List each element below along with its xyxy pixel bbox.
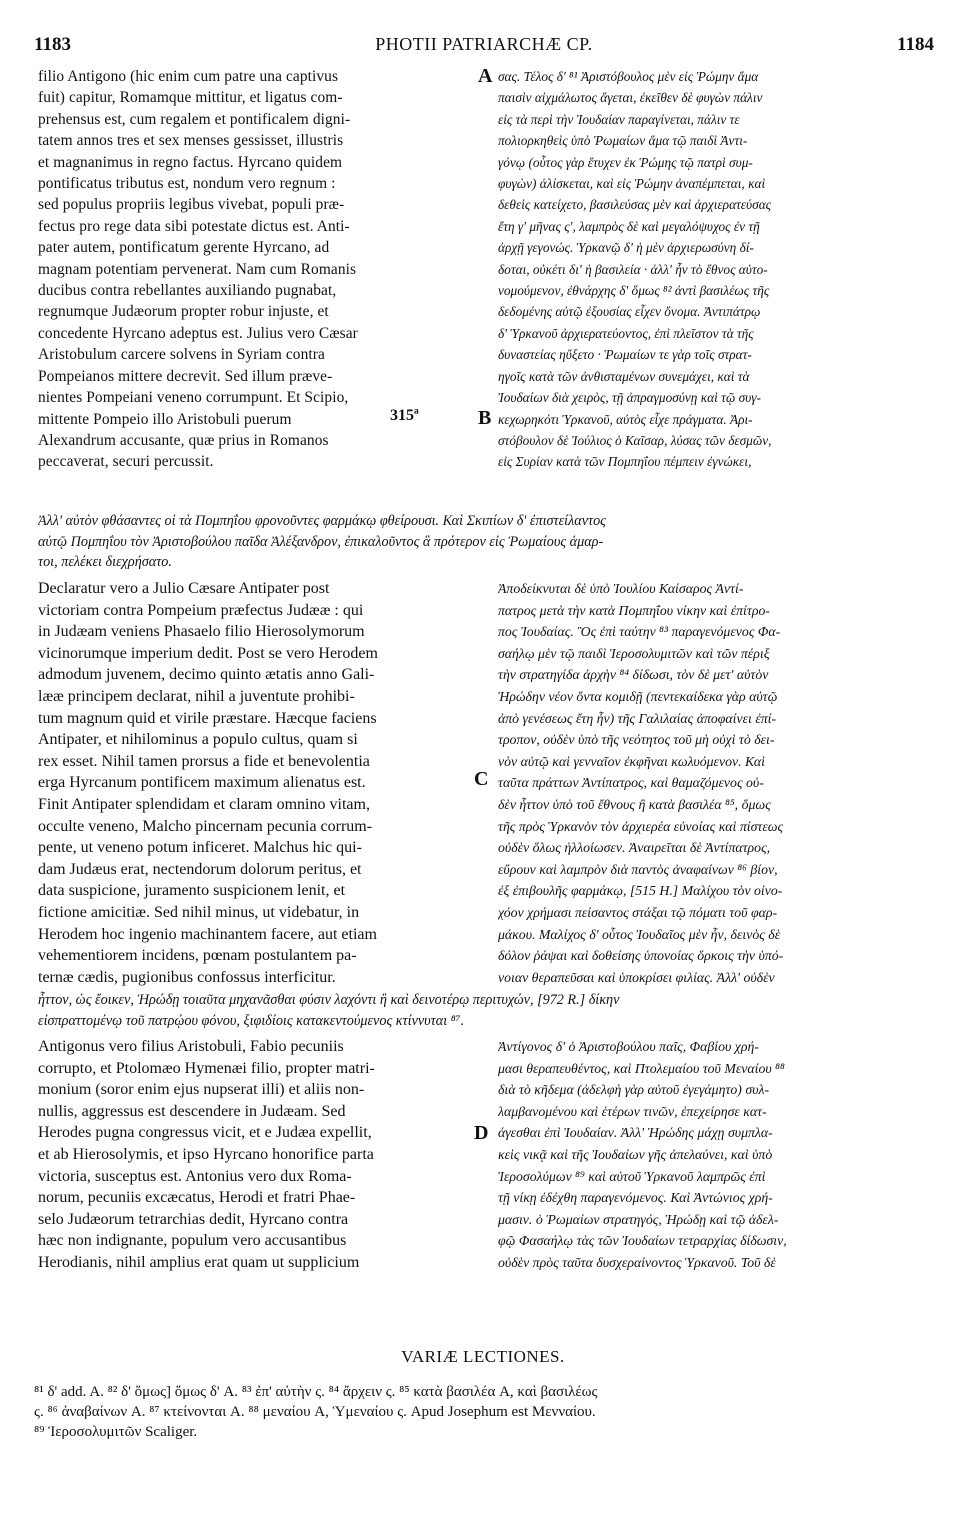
text-line: σαήλῳ μὲν τῷ παιδὶ Ἱεροσολυμιτῶν καὶ τῶν πέριξ <box>498 645 770 661</box>
text-line: admodum juvenem, decimo quinto ætatis anno Gali- <box>38 666 375 684</box>
text-line: vehementiorem incidens, pœnam postulantem pa- <box>38 947 357 965</box>
page-header <box>34 34 934 60</box>
text-line: ηγοῖς κατὰ τῶν ἀνθισταμένων συνεμάχει, καὶ τὰ <box>498 368 750 384</box>
text-line: pontificatus tributus est, nondum vero regnum : <box>38 175 336 193</box>
text-line: τοι, πελέκει διεχρήσατο. <box>38 554 172 571</box>
text-line: στόβουλον δὲ Ἰούλιος ὁ Καῖσαρ, λύσας τῶν δεσμῶν, <box>498 432 772 448</box>
text-line: victoriam contra Pompeium præfectus Judææ : qui <box>38 601 364 619</box>
text-line: Alexandrum accusante, quæ prius in Romanos <box>38 431 329 449</box>
margin-reference: 315ª <box>390 407 419 424</box>
text-line: Ἀλλ' αὐτὸν φθάσαντες οἱ τὰ Πομπηΐου φρονοῦντες φαρμάκῳ φθείρουσι. Καὶ Σκιπίων δ' ἐπιστείλαντος <box>38 513 606 529</box>
text-line: εὔρουν καὶ λαμπρὸν διὰ παντὸς ἀναφαίνων ⁸⁶ βίον, <box>498 861 778 877</box>
text-line: tum magnum quid et virile præstare. Hæcque faciens <box>38 709 377 727</box>
text-line: occulte veneno, Malcho pincernam pecunia corrum- <box>38 817 373 835</box>
text-line: victoria, susceptus est. Antonius vero dux Roma- <box>38 1167 352 1185</box>
text-line: παισὶν αἰχμάλωτος ἄγεται, ἐκεῖθεν δὲ φυγὼν πάλιν <box>498 90 763 106</box>
text-line: ἧττον, ὡς ἔοικεν, Ἡρώδῃ τοιαῦτα μηχανᾶσθαι φύσιν λαχόντι ἢ καὶ δεινοτέρῳ περιτυχών, [972 R.] δίκην <box>38 992 620 1008</box>
text-line: δόλον ῥάψαι καὶ δοθείσης ὑπονοίας ὅρκοις τὴν ὑπό- <box>498 948 784 964</box>
text-line: οὐδὲν ὅλως ἠλλοίωσεν. Ἀναιρεῖται δὲ Ἀντίπατρος, <box>498 840 771 856</box>
text-line: corrupto, et Ptolomæo Hymenæi filio, propter matri- <box>38 1059 375 1077</box>
text-line: μασιν. ὁ Ῥωμαίων στρατηγός, Ἡρώδῃ καὶ τῷ ἀδελ- <box>498 1211 779 1227</box>
text-line: Herodem hoc ingenio machinantem facere, aut etiam <box>38 925 377 943</box>
text-line: ⁸¹ δ' add. A. ⁸² δ' ὅμως] ὅμως δ' A. ⁸³ ἐπ' αὐτὴν ς. ⁸⁴ ἄρχειν ς. ⁸⁵ κατὰ βασιλέα A, καὶ βασιλέως <box>34 1384 598 1400</box>
text-line: εἰσπραττομένῳ τοῦ πατρῴου φόνου, ξιφιδίοις κατακεντούμενος κτίννυται ⁸⁷. <box>38 1012 465 1029</box>
text-line: ταῦτα πράττων Ἀντίπατρος, καὶ θαμαζόμενος οὐ- <box>498 775 764 791</box>
text-line: peccaverat, securi percussit. <box>38 453 214 471</box>
text-line: πατρος μετὰ τὴν κατὰ Πομπηΐου νίκην καὶ ἐπίτρο- <box>498 602 770 618</box>
text-line: σας. Τέλος δ' ⁸¹ Ἀριστόβουλος μὲν εἰς Ῥώμην ἅμα <box>498 69 759 84</box>
text-line: δὲν ἧττον ὑπὸ τοῦ ἔθνους ἢ κατὰ βασιλέα ⁸⁵, ὅμως <box>498 796 771 812</box>
text-line: μασι θεραπευθέντος, καὶ Πτολεμαίου τοῦ Μεναίου ⁸⁸ <box>498 1060 785 1076</box>
text-line: κεὶς νικᾷ καὶ τῆς Ἰουδαίων γῆς ἀπελαύνει, καὶ ὑπὸ <box>498 1146 773 1162</box>
text-line: et magnanimus in regno factus. Hyrcano quidem <box>38 153 343 171</box>
text-line: magnam potentiam pervenerat. Nam cum Romanis <box>38 260 357 278</box>
text-line: mittente Pompeio illo Aristobuli puerum <box>38 410 292 428</box>
margin-marker-c: C <box>474 768 489 790</box>
text-line: τῇ νίκῃ ἐδέχθη παραγενόμενος. Καὶ Ἀντώνιος χρή- <box>498 1190 773 1206</box>
text-line: χόον χρήμασι πείσαντος στάξαι τῷ πόματι τοῦ φαρ- <box>498 904 778 920</box>
text-line: εἰς Συρίαν κατὰ τῶν Πομπηΐου πέμπειν ἐγνώκει, <box>498 454 752 470</box>
text-line: άγεσθαι ἐπὶ Ἰουδαίαν. Ἀλλ' Ἡρώδης μάχῃ συμπλα- <box>498 1125 773 1141</box>
text-line: μάκου. Μαλίχος δ' οὗτος Ἰουδαῖος μὲν ἦν, δεινὸς δὲ <box>498 926 781 942</box>
text-line: ἐξ ἐπιβουλῆς φαρμάκῳ, [515 H.] Μαλίχου τὸν οἰνο- <box>498 883 783 899</box>
text-line: πολιορκηθεὶς ὑπὸ Ῥωμαίων ἅμα τῷ παιδὶ Ἀντι- <box>498 133 748 149</box>
text-line: δεθεὶς κατείχετο, βασιλεύσας μὲν καὶ ἀρχιερατεύσας <box>498 197 772 213</box>
right-page-number: 1184 <box>897 34 934 55</box>
text-line: sed populus propriis legibus vivebat, populi præ- <box>38 196 345 214</box>
text-line: nullis, aggressus est descendere in Judæam. Sed <box>38 1102 346 1120</box>
text-line: δ' Ὑρκανοῦ ἀρχιερατεύοντος, ἐπὶ πλεῖστον τὰ τῆς <box>498 325 754 341</box>
running-title: PHOTII PATRIARCHÆ CP. <box>375 34 593 54</box>
text-line: Antigonus vero filius Aristobuli, Fabio pecuniis <box>38 1038 344 1055</box>
text-line: ἔτη γ' μῆνας ς', λαμπρὸς δὲ καὶ μεγαλόψυχος ἐν τῇ <box>498 218 760 234</box>
text-line: data suspicione, juramento suspicionem lenit, et <box>38 882 346 900</box>
text-line: in Judæam veniens Phasaelo filio Hierosolymorum <box>38 623 365 641</box>
variae-lectiones-notes <box>34 1382 934 1442</box>
text-line: regnumque Judæorum propter robur injuste, et <box>38 303 329 321</box>
text-line: δυναστείας ηὔξετο · Ῥωμαίων τε γὰρ τοῖς στρατ- <box>498 347 752 363</box>
margin-marker-a: A <box>478 65 493 87</box>
text-line: κεχωρηκότι Ὑρκανοῦ, αὐτὸς εἶχε πράγματα. Ἀρι- <box>498 411 753 427</box>
text-line: ducibus contra rebellantes auxiliando pugnabat, <box>38 282 337 300</box>
text-line: τὴν στρατηγίδα ἀρχὴν ⁸⁴ δίδωσι, τὸν δὲ μετ' αὐτὸν <box>498 667 769 683</box>
text-line: τροπον, οὐδὲν ὑπὸ τῆς νεότητος τοῦ μὴ οὐχὶ τὸ δει- <box>498 732 775 748</box>
text-line: vicinorumque imperium dedit. Post se vero Herodem <box>38 644 378 662</box>
text-line: Herodes pugna congressus vicit, et e Judæa expellit, <box>38 1124 372 1142</box>
text-line: monium (soror enim ejus nupserat illi) et aliis non- <box>38 1081 365 1099</box>
text-line: τῆς πρὸς Ὑρκανὸν τὸν ἀρχιερέα εὐνοίας καὶ πίστεως <box>498 818 784 834</box>
text-line: γόνῳ (οὗτος γὰρ ἔτυχεν ἐκ Ῥώμης τῷ πατρὶ συμ- <box>498 154 753 170</box>
greek-column-1 <box>498 66 930 473</box>
text-line: φῷ Φασαήλῳ τὰς τῶν Ἰουδαίων τετραρχίας δίδωσιν, <box>498 1233 787 1249</box>
text-line: rex esset. Nihil tamen prorsus a fide et benevolentia <box>38 752 370 770</box>
text-line: Herodianis, nihil amplius erat quam ut supplicium <box>38 1253 360 1271</box>
text-line: ternæ cædis, pugionibus confossus interficitur. <box>38 968 336 986</box>
greek-column-2 <box>498 578 930 988</box>
text-line: ς. ⁸⁶ ἀναβαίνων A. ⁸⁷ κτείνονται A. ⁸⁸ μεναίου A, Ὑμεναίου ς. Apud Josephum est Μενναίου. <box>34 1404 596 1420</box>
text-line: νὸν αὐτῷ καὶ γενναῖον ἐκφῆναι κωλυόμενον. Καὶ <box>498 753 765 769</box>
variae-lectiones-title: VARIÆ LECTIONES. <box>401 1347 565 1366</box>
left-page-number: 1183 <box>34 34 71 55</box>
text-line: Ἡρώδην νέον ὄντα κομιδῇ (πεντεκαίδεκα γὰρ αὐτῷ <box>498 688 778 704</box>
text-line: λαμβανομένου καὶ ἑτέρων τινῶν, ἐπεχείρησε κατ- <box>498 1103 767 1119</box>
text-line: φυγὼν) ἁλίσκεται, καὶ εἰς Ῥώμην ἀναπέμπεται, καὶ <box>498 176 766 192</box>
text-line: Ἰουδαίων διὰ χειρὸς, τῇ ἀπραγμοσύνῃ καὶ τῷ συγ- <box>498 390 761 406</box>
text-line: Ἀντίγονος δ' ὁ Ἀριστοβούλου παῖς, Φαβίου χρή- <box>498 1039 759 1054</box>
text-line: nientes Pompeiani veneno corrumpunt. Et Scipio, <box>38 389 349 407</box>
text-line: οὐδὲν πρὸς ταῦτα δυσχεραίνοντος Ὑρκανοῦ. Τοῦ δὲ <box>498 1254 776 1270</box>
latin-column-3 <box>38 1036 473 1274</box>
text-line: pente, ut veneno potum inficeret. Malchus hic qui- <box>38 839 362 857</box>
text-line: δεδομένης αὐτῷ ἐξουσίας εἶχεν ὄνομα. Ἀντιπάτρῳ <box>498 304 761 320</box>
text-line: Antipater, et nihilominus a populo cultus, quam si <box>38 731 358 749</box>
text-line: erga Hyrcanum pontificem maximum alienatus est. <box>38 774 366 792</box>
text-line: ἀρχῇ γεγονώς. Ὑρκανῷ δ' ἡ μὲν ἀρχιερωσύνη δί- <box>498 240 754 256</box>
text-line: Pompeianos mittere decrevit. Sed illum præve- <box>38 367 333 385</box>
text-line: lææ principem declarat, nihil a juventute prohibi- <box>38 687 355 705</box>
text-line: νοιαν θεραπεῦσαι καὶ ὑποκρίσει φιλίας. Ἀλλ' οὐδὲν <box>498 969 775 985</box>
text-line: et ab Hierosolymis, et ipso Hyrcano honorifice parta <box>38 1145 374 1163</box>
text-line: δοται, οὐκέτι δι' ἡ βασιλεία · ἀλλ' ἦν τὸ ἔθνος αὐτο- <box>498 261 768 277</box>
text-line: tatem annos tres et sex menses gessisset, illustris <box>38 132 344 150</box>
text-line: fectus pro rege data sibi potestate dictus est. Anti- <box>38 217 350 235</box>
text-line: Ἱεροσολύμων ⁸⁹ καὶ αὐτοῦ Ὑρκανοῦ λαμπρῶς ἐπὶ <box>498 1168 766 1184</box>
text-line: pater autem, pontificatum gerente Hyrcano, ad <box>38 239 330 257</box>
text-line: Finit Antipater splendidam et claram omnino vitam, <box>38 795 370 813</box>
text-line: διὰ τὸ κῆδεμα (ἀδελφὴ γὰρ αὐτοῦ ἐγεγάμητο) συλ- <box>498 1082 770 1098</box>
text-line: πος Ἰουδαίας. Ὃς ἐπὶ ταύτην ⁸³ παραγενόμενος Φα- <box>498 624 781 640</box>
text-line: prehensus est, cum regalem et pontificalem digni- <box>38 110 351 128</box>
text-line: filio Antigono (hic enim cum patre una captivus <box>38 68 339 85</box>
greek-full-width-1 <box>38 511 930 573</box>
text-line: ἀπὸ γενέσεως ἔτη ἦν) τῆς Γαλιλαίας ἀποφαίνει ἐπί- <box>498 710 777 726</box>
greek-full-width-2 <box>38 990 930 1031</box>
text-line: fuit) capitur, Romamque mittitur, et ligatus com- <box>38 89 343 107</box>
text-line: Ἀποδείκνυται δὲ ὑπὸ Ἰουλίου Καίσαρος Ἀντί- <box>498 581 744 596</box>
text-line: νομούμενον, ἐθνάρχης δ' ὅμως ⁸² ἀντὶ βασιλέως τῆς <box>498 283 770 299</box>
text-line: selo Judæorum tetrarchias dedit, Hyrcano contra <box>38 1210 349 1228</box>
text-line: dam Judæus erat, nectendorum dolorum peritus, et <box>38 860 362 878</box>
text-line: αὐτῷ Πομπηΐου τὸν Ἀριστοβούλου παῖδα Ἀλέξανδρον, ἐπικαλοῦντος ἃ πρότερον εἰς Ῥωμαίους ἁμαρ- <box>38 533 604 550</box>
text-line: εἰς τὰ περὶ τὴν Ἰουδαίαν παραγίνεται, πάλιν τε <box>498 111 740 127</box>
text-line: Declaratur vero a Julio Cæsare Antipater post <box>38 580 330 597</box>
text-line: ⁸⁹ Ἱεροσολυμιτῶν Scaliger. <box>34 1424 198 1440</box>
text-line: Aristobulum carcere solvens in Syriam contra <box>38 346 325 364</box>
text-line: hæc non indignante, populum vero accusantibus <box>38 1232 347 1250</box>
latin-column-2 <box>38 578 473 988</box>
text-line: fictione amicitiæ. Sed nihil minus, ut videbatur, in <box>38 903 360 921</box>
text-line: norum, pecuniis excæcatus, Herodi et fratri Phae- <box>38 1189 356 1207</box>
text-line: concedente Hyrcano adeptus est. Julius vero Cæsar <box>38 324 358 342</box>
margin-marker-b: B <box>478 407 492 429</box>
margin-marker-d: D <box>474 1122 489 1144</box>
greek-column-3 <box>498 1036 930 1274</box>
